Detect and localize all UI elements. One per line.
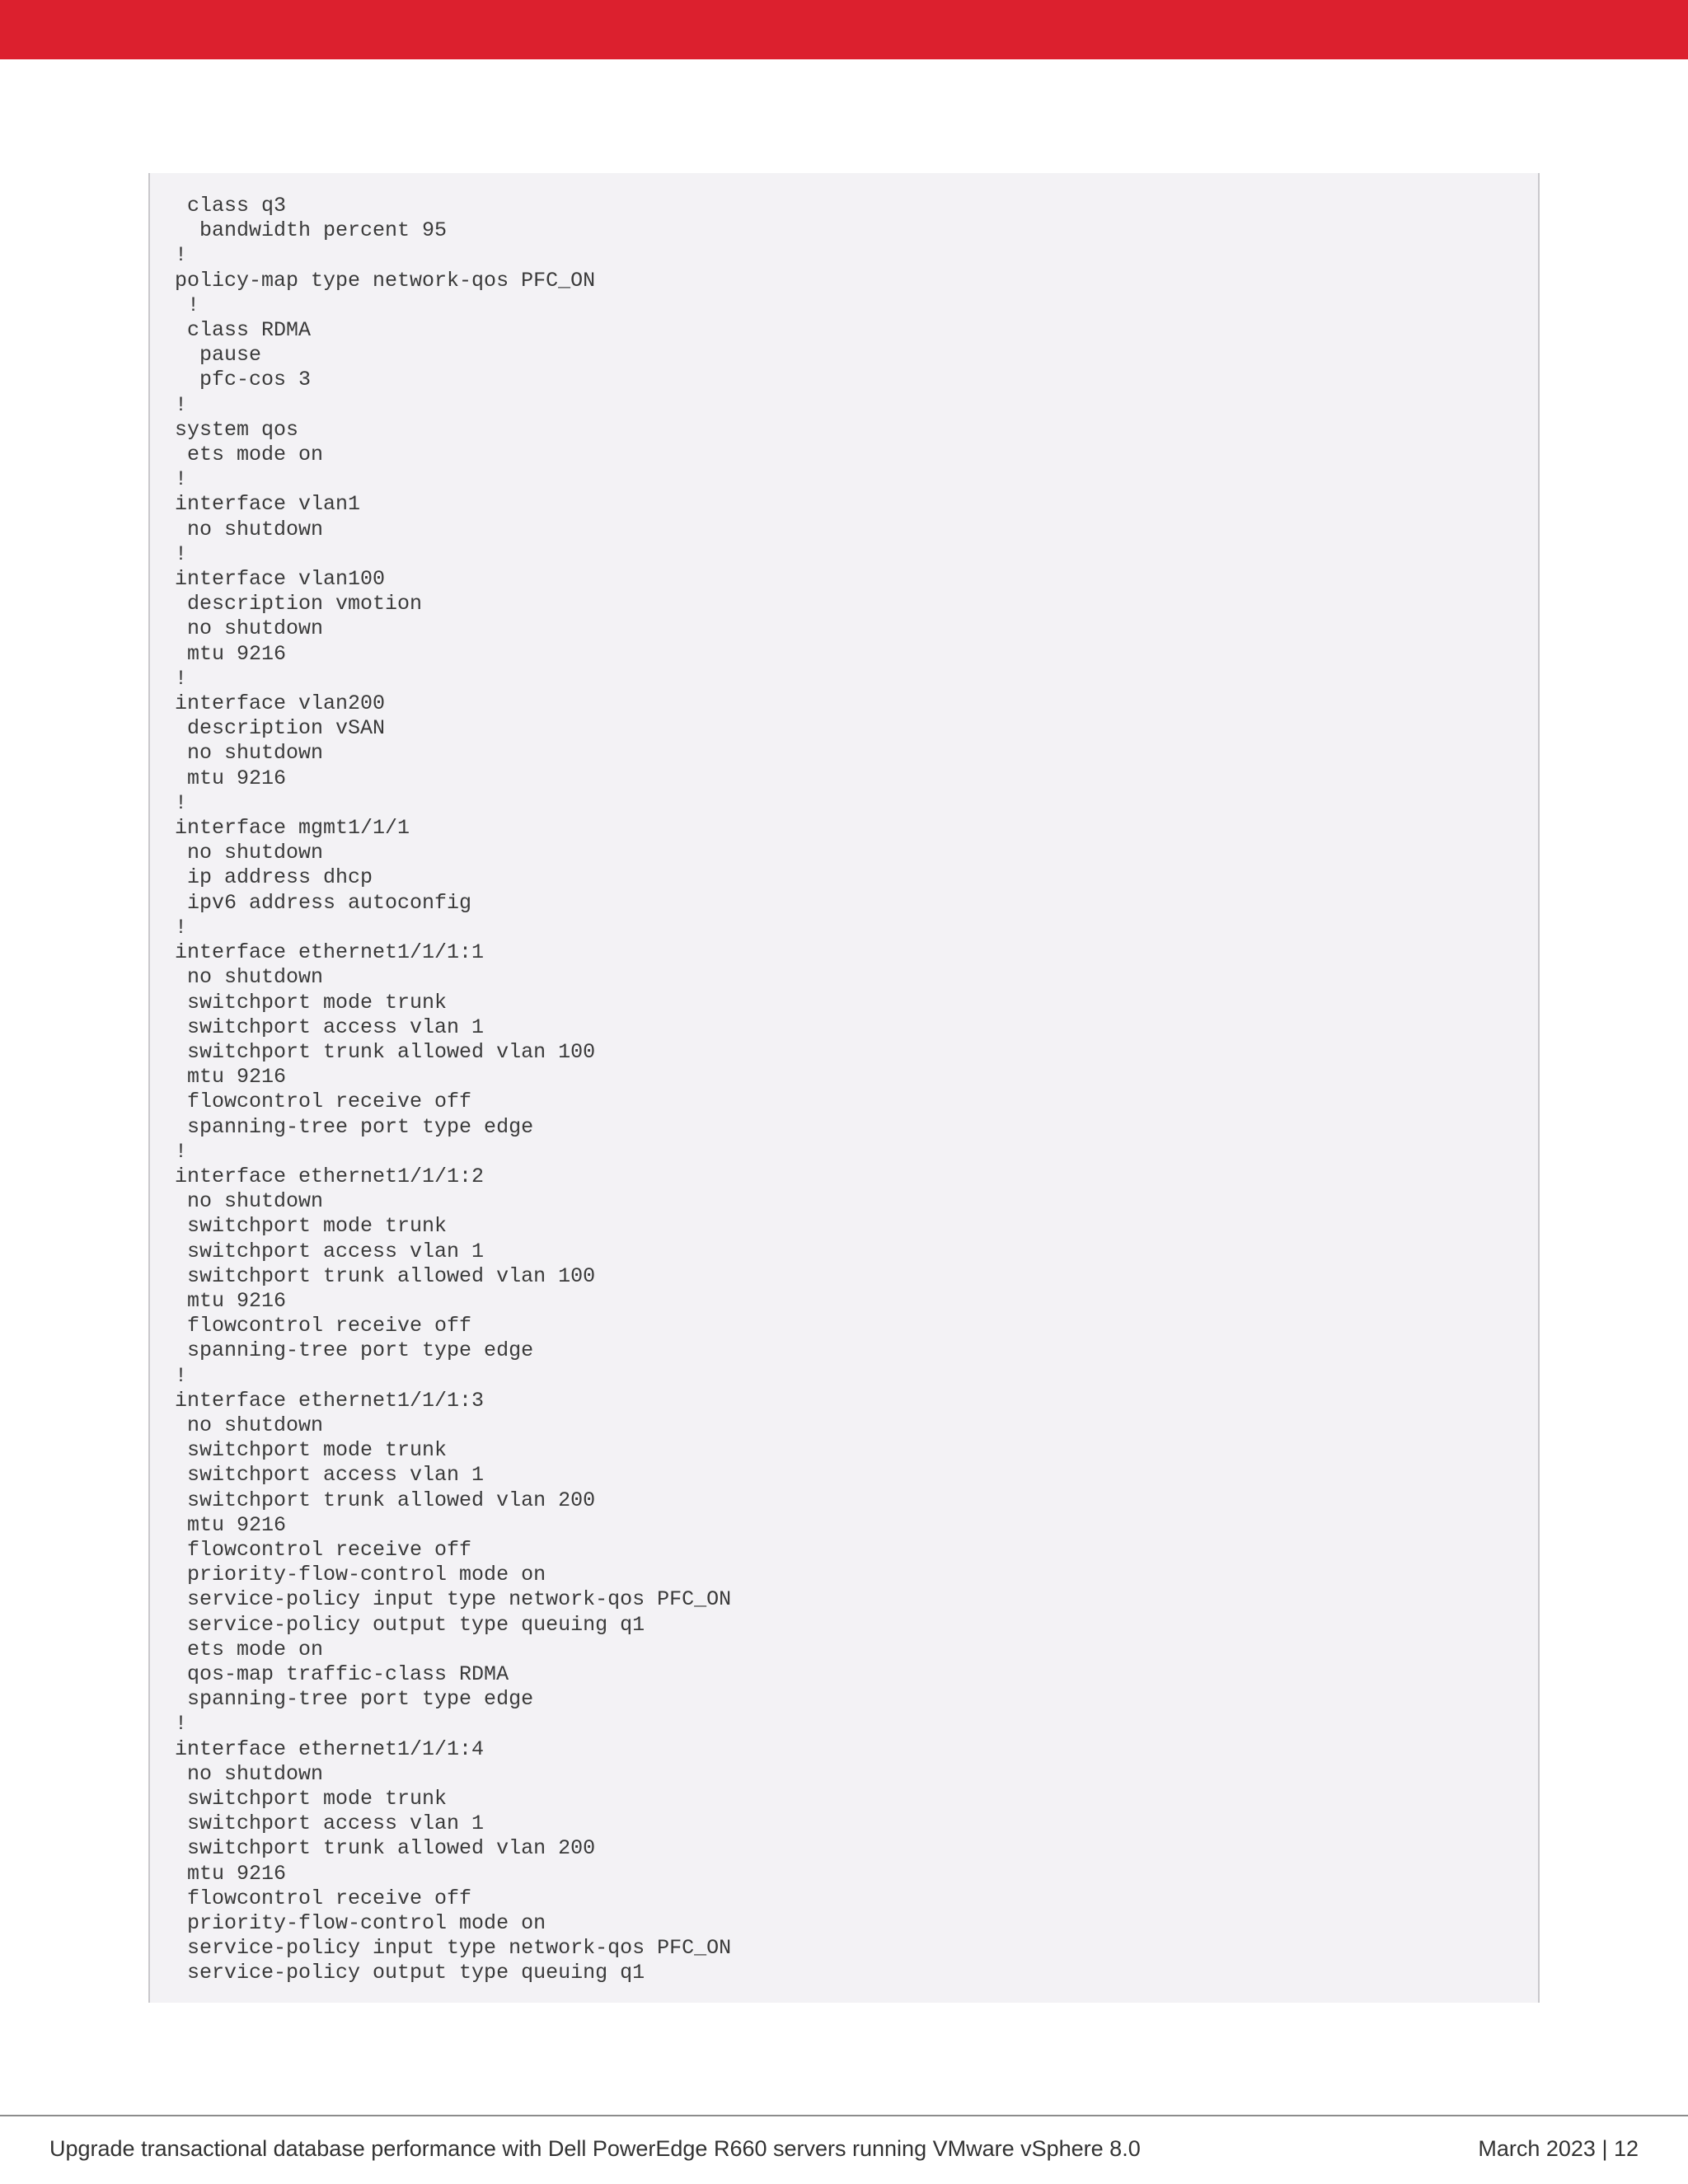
header-accent-bar <box>0 0 1688 59</box>
footer-divider <box>0 2115 1688 2116</box>
footer-date-page: March 2023 | 12 <box>1478 2136 1639 2161</box>
footer-title: Upgrade transactional database performance with Dell PowerEdge R660 servers running VMware vSphere 8.0 <box>49 2136 1141 2161</box>
code-text: class q3 bandwidth percent 95 ! policy-map type network-qos PFC_ON ! class RDMA pause pfc-cos 3 ! system qos ets mode on ! interface vlan1 no shutdown ! interface vlan100 description vmotion no shutdown mtu 9216 ! interface vlan200 description vSAN no shutdown mtu 9216 ! interface mgmt1/1/1 no shutdown ip address dhcp ipv6 address autoconfig ! interface ethernet1/1/1:1 no shutdown switchport mode trunk switchport access vlan 1 switchport trunk allowed vlan 100 mtu 9216 flowcontrol receive off spanning-tree port type edge ! interface ethernet1/1/1:2 no shutdown switchport mode trunk switchport access vlan 1 switchport trunk allowed vlan 100 mtu 9216 flowcontrol receive off spanning-tree port type edge ! interface ethernet1/1/1:3 no shutdown switchport mode trunk switchport access vlan 1 switchport trunk allowed vlan 200 mtu 9216 flowcontrol receive off priority-flow-control mode on service-policy input type network-qos PFC_ON service-policy output type queuing q1 ets mode on qos-map traffic-class RDMA spanning-tree port type edge ! interface ethernet1/1/1:4 no shutdown switchport mode trunk switchport access vlan 1 switchport trunk allowed vlan 200 mtu 9216 flowcontrol receive off priority-flow-control mode on service-policy input type network-qos PFC_ON service-policy output type queuing q1 <box>175 194 732 1985</box>
code-block <box>148 173 1540 2003</box>
